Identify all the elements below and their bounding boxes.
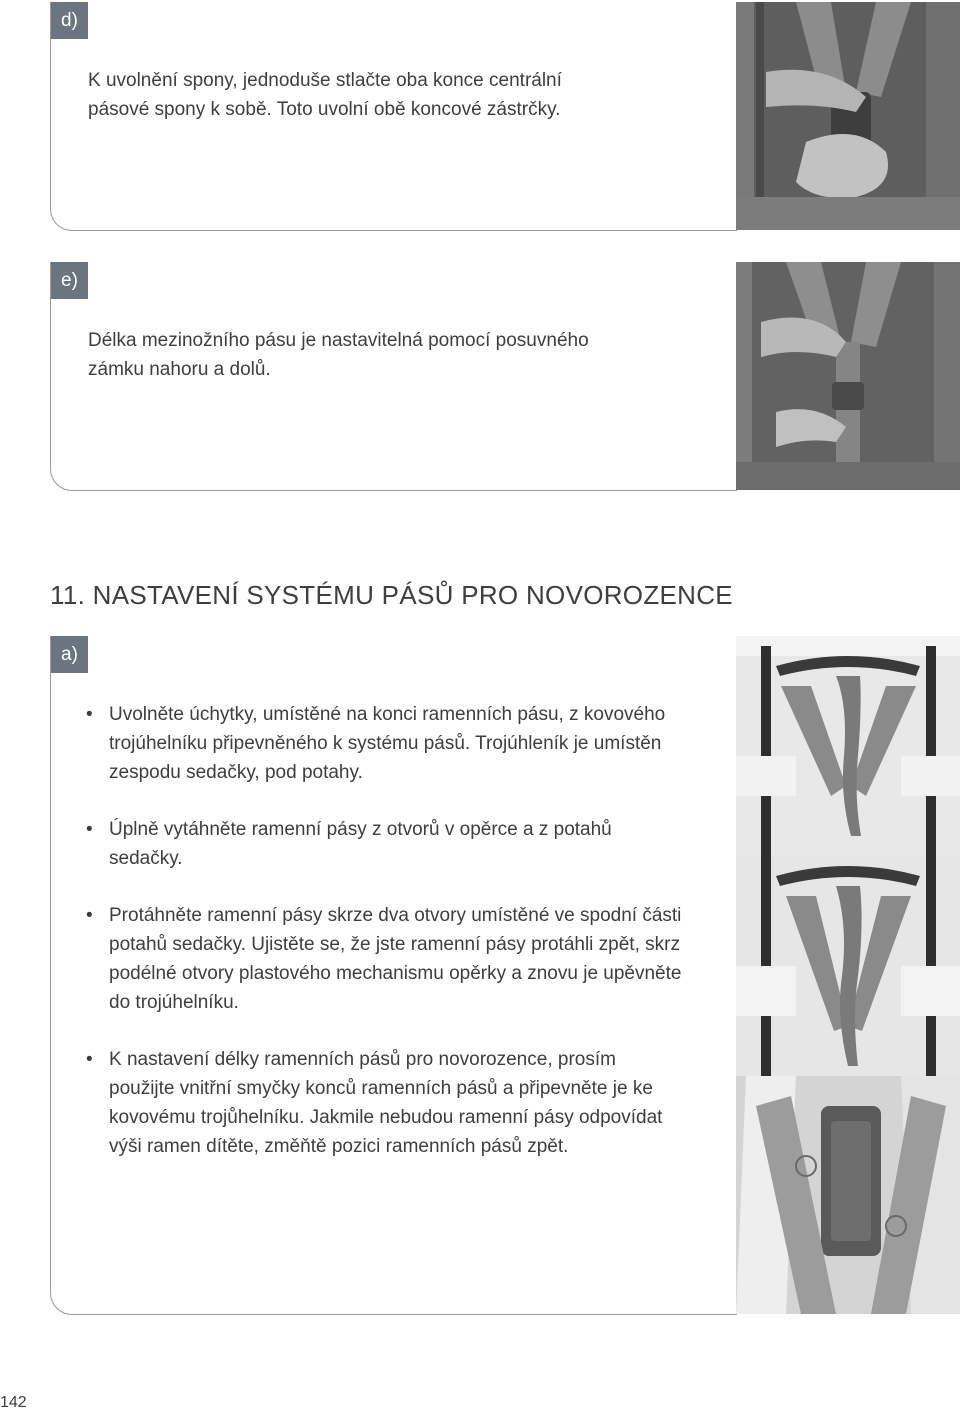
step-a-label: a): [51, 636, 88, 673]
list-item: [86, 815, 686, 873]
bullet-text: K nastavení délky ramenních pásů pro novorozence, prosím použijte vnitřní smyčky konců ramenních pásů a připevněte je ke kovovému trojůhelníku. Jakmile nebudou ramenní pásy odpovídat výši ramen dítěte, změňtě pozici ramenních pásů zpět.: [109, 1049, 663, 1157]
step-e-text: Délka mezinožního pásu je nastavitelná pomocí posuvného zámku nahoru a dolů.: [88, 330, 589, 380]
photo-harness-2: [736, 856, 960, 1076]
photo-crotch-strap: [736, 262, 960, 490]
photo-harness-1: [736, 636, 960, 856]
bullet-text: Uvolněte úchytky, umístěné na konci ramenních pásu, z kovového trojúhelníku připevněného k systému pásů. Trojúhleník je umístěn zespodu sedačky, pod potahy.: [109, 704, 666, 783]
section-title: 11. NASTAVENÍ SYSTÉMU PÁSŮ PRO NOVOROZENCE: [50, 580, 733, 610]
step-e-panel: [50, 262, 737, 491]
list-item: [86, 901, 686, 1017]
bullet-marker: •: [86, 819, 93, 840]
bullet-text: Protáhněte ramenní pásy skrze dva otvory umístěné ve spodní části potahů sedačky. Ujistěte se, že jste ramenní pásy protáhli zpět, skrz podélné otvory plastového mechanismu opěrky a znovu je upěvněte do trojúhelníku.: [109, 905, 682, 1013]
bullet-marker: •: [86, 1049, 93, 1070]
list-item: [86, 700, 686, 787]
photo-harness-3: [736, 1076, 960, 1314]
page-number: 142: [0, 1394, 27, 1411]
step-d-panel: [50, 2, 737, 231]
step-d-text: K uvolnění spony, jednoduše stlačte oba konce centrální pásové spony k sobě. Toto uvolní obě koncové zástrčky.: [88, 70, 562, 120]
bullet-marker: •: [86, 704, 93, 725]
photo-buckle-release: [736, 2, 960, 230]
step-e-label: e): [51, 262, 88, 299]
bullet-marker: •: [86, 905, 93, 926]
list-item: [86, 1045, 686, 1161]
bullet-text: Úplně vytáhněte ramenní pásy z otvorů v opěrce a z potahů sedačky.: [109, 819, 612, 869]
step-d-label: d): [51, 2, 88, 39]
bullet-list: [86, 700, 686, 1189]
